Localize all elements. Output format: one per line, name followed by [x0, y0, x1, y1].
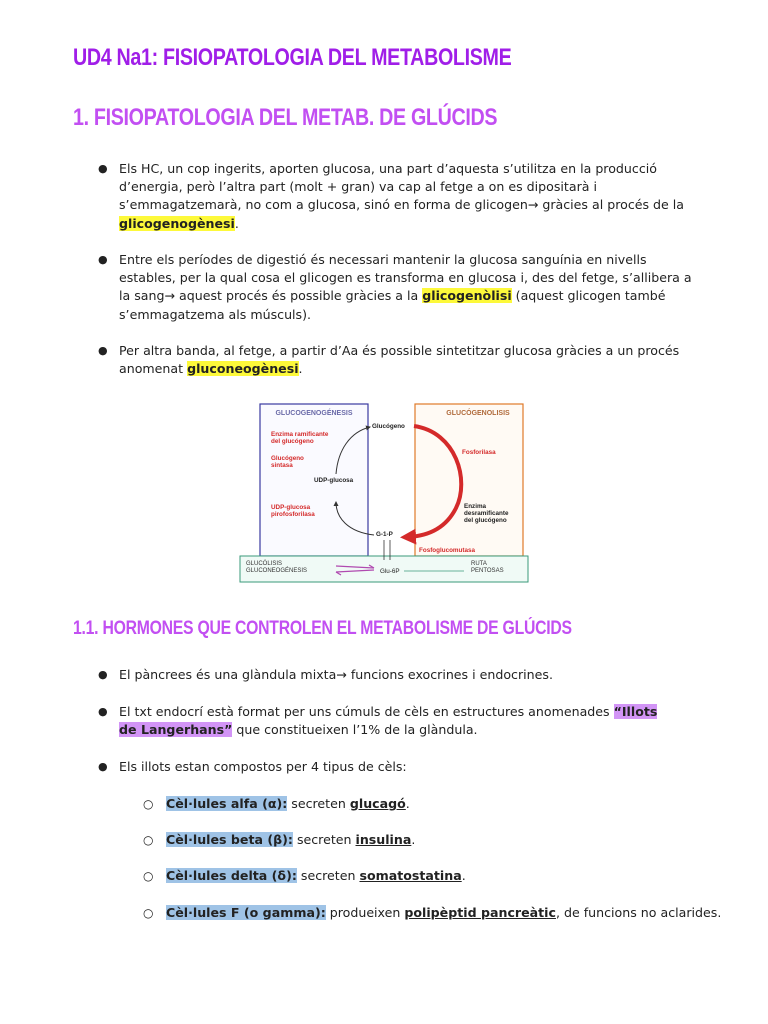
enzima-ramificante-line1: Enzima ramificante [271, 431, 329, 438]
item-text-end: . [298, 361, 303, 377]
item-text: Els HC, un cop ingerits, aporten glucosa, una part d’aquesta s’utilitza en la producció d’energia, però l’altra part (molt + gran) va cap al fetge a on es dipositarà i s’emmagatzemarà, no com a glucosa, sinó en forma de glicogen→ gràcies al procés de la [119, 161, 685, 213]
enzima-desramificante-line2: desramificante [464, 510, 509, 517]
item-text: Per altra banda, al fetge, a partir d’Aa és possible sintetitzar glucosa gràcies a un procés anomenat [119, 343, 680, 377]
right-title: GLUCÓGENOLISIS [446, 410, 510, 417]
cell-post: . [461, 868, 466, 883]
list-item [119, 703, 679, 739]
glucogeno-sintasa-line1: Glucógeno [271, 455, 304, 462]
left-title: GLUCOGENOGÉNESIS [275, 410, 353, 417]
sub-bullet-marker: ○ [143, 869, 154, 883]
cell-verb: secreten [292, 832, 356, 847]
cell-verb: secreten [296, 868, 360, 883]
cell-label: Cèl·lules F (o gamma): [166, 905, 326, 920]
document-title: UD4 Na1: FISIOPATOLOGIA DEL METABOLISME [73, 44, 512, 71]
cell-label: Cèl·lules beta (β): [166, 832, 293, 847]
enzima-desramificante-line1: Enzima [464, 503, 487, 510]
cell-post: , de funcions no aclarides. [555, 905, 722, 920]
bullet-marker: ● [98, 705, 108, 718]
enzima-desramificante-line3: del glucógeno [464, 517, 507, 524]
cell-verb: secreten [287, 796, 350, 811]
section-heading-1: 1. FISIOPATOLOGIA DEL METAB. DE GLÚCIDS [73, 104, 498, 131]
cell-type-item [166, 904, 721, 922]
cell-type-item [166, 795, 410, 813]
hormone-name: insulina [355, 832, 412, 847]
glucogeno-sintasa-line2: sintasa [271, 462, 293, 469]
cell-verb: produeixen [325, 905, 405, 920]
pentosas-label: PENTOSAS [471, 568, 504, 574]
sub-bullet-marker: ○ [143, 797, 154, 811]
glucolisis-label: GLUCÓLISIS [246, 561, 283, 567]
enzima-ramificante-line2: del glucógeno [271, 438, 314, 445]
bullet-marker: ● [98, 760, 108, 773]
bullet-marker: ● [98, 253, 108, 266]
glu6p-label: Glu-6P [380, 568, 400, 575]
fosfoglucomutasa-label: Fosfoglucomutasa [419, 547, 475, 554]
item-text-end: (aquest glicogen també s’emmagatzema als músculs). [119, 288, 666, 322]
highlight-term: glicogenòlisi [422, 288, 512, 304]
item-text: El txt endocrí està format per uns cúmuls de cèls en estructures anomenades [119, 704, 614, 719]
cell-type-item [166, 831, 415, 849]
udp-glucosa-label: UDP-glucosa [314, 477, 354, 484]
cell-label: Cèl·lules delta (δ): [166, 868, 297, 883]
item-text: Entre els períodes de digestió és necessari mantenir la glucosa sanguínia en nivells estables, per la qual cosa el glicogen es transforma en glucosa i, des del fetge, s’allibera a la sang→ aquest procés és possible gràcies a la [119, 252, 692, 304]
item-text-end: que constitueixen l’1% de la glàndula. [232, 722, 478, 738]
g1p-label: G-1-P [376, 531, 393, 538]
list-item: Els illots estan compostos per 4 tipus de cèls: [119, 759, 407, 774]
hormone-name: polipèptid pancreàtic [404, 905, 556, 920]
highlight-term: gluconeogènesi [187, 361, 299, 377]
cell-post: . [411, 832, 416, 847]
cell-type-item [166, 867, 466, 885]
hormone-name: somatostatina [359, 868, 462, 883]
gluconeogenesis-label: GLUCONEOGÉNESIS [246, 568, 308, 574]
cell-post: . [405, 796, 410, 811]
hormone-name: glucagó [349, 796, 406, 811]
udp-pirofosforilasa-line1: UDP-glucosa [271, 504, 311, 511]
list-item: El pàncrees és una glàndula mixta→ funcions exocrines i endocrines. [119, 667, 553, 682]
ruta-label: RUTA [471, 561, 487, 567]
glucogeno-label: Glucógeno [372, 423, 405, 430]
bullet-marker: ● [98, 162, 108, 175]
bullet-marker: ● [98, 344, 108, 357]
highlight-term: “Illots de Langerhans” [119, 704, 658, 738]
glycogen-metabolism-diagram [238, 400, 530, 584]
highlight-term: glicogenogènesi [119, 215, 235, 231]
list-item [119, 160, 699, 233]
udp-pirofosforilasa-line2: pirofosforilasa [271, 511, 315, 518]
cell-label: Cèl·lules alfa (α): [166, 796, 288, 811]
item-text-end: . [234, 215, 239, 231]
list-item [119, 251, 699, 324]
section-heading-1-1: 1.1. HORMONES QUE CONTROLEN EL METABOLISME DE GLÚCIDS [73, 618, 572, 639]
list-item [119, 342, 699, 378]
fosforilasa-label: Fosforilasa [462, 449, 496, 456]
sub-bullet-marker: ○ [143, 833, 154, 847]
bullet-marker: ● [98, 668, 108, 681]
sub-bullet-marker: ○ [143, 906, 154, 920]
